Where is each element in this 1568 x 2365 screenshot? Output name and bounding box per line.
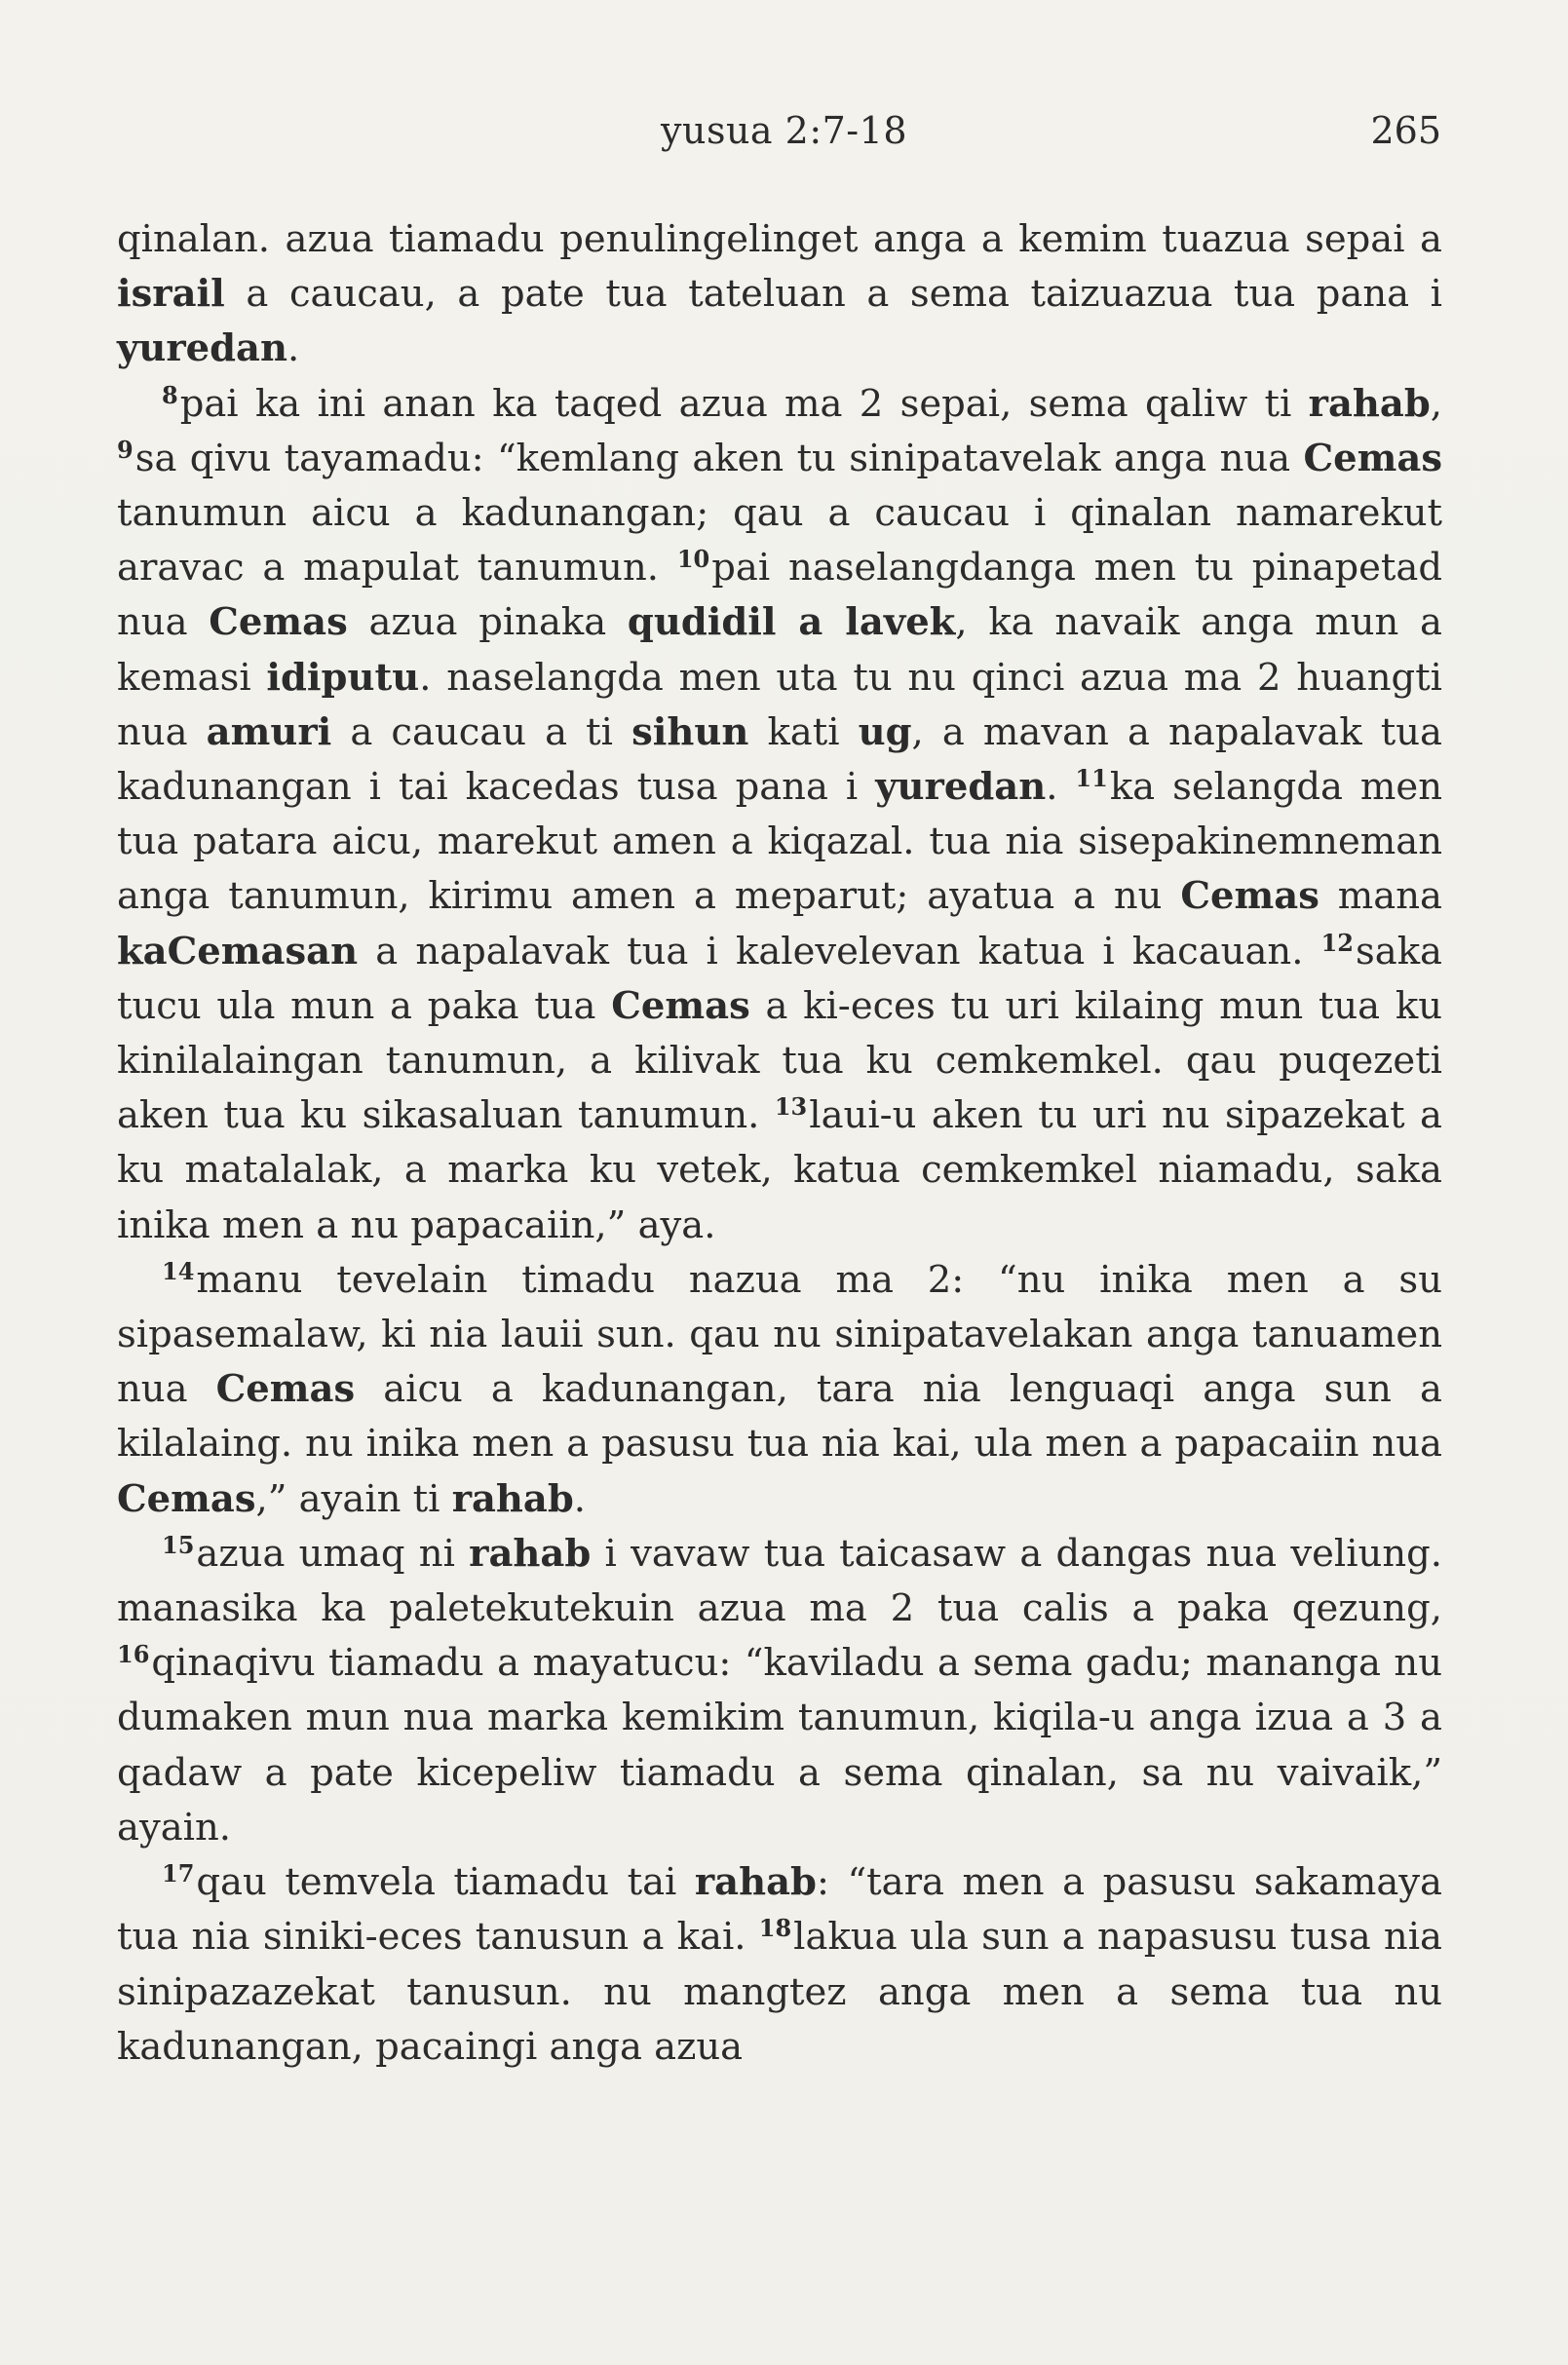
paragraph: [117, 1253, 1442, 1527]
bold-name: Cemas: [117, 1476, 256, 1521]
verse-number: 18: [758, 1914, 792, 1943]
bold-name: Cemas: [1180, 874, 1319, 919]
bold-name: israil: [117, 272, 225, 317]
text-run: tanumun aicu a kadunangan; qau a caucau i qinalan namarekut aravac a mapulat tanumun.: [117, 491, 1442, 591]
bold-name: qudidil a lavek: [627, 600, 956, 645]
text-run: qinaqivu tiamadu a mayatucu: “kaviladu a sema gadu; mananga nu dumaken mun nua marka kemikim tanumun, kiqila-u anga izua a 3 a qadaw a pate kicepeliw tiamadu a sema qinalan, sa nu vaivaik,” ayain.: [117, 1641, 1442, 1850]
bold-name: sihun: [631, 709, 749, 754]
text-run: a napalavak tua i kalevelevan katua i kacauan.: [358, 929, 1321, 973]
text-run: azua pinaka: [347, 600, 628, 645]
text-run: ,” ayain ti: [255, 1476, 452, 1521]
verse-number: 11: [1075, 764, 1108, 793]
page-number: 265: [1370, 109, 1441, 152]
text-run: mana: [1319, 874, 1442, 919]
bold-name: Cemas: [209, 600, 348, 645]
bold-name: Cemas: [215, 1367, 356, 1412]
verse-number: 13: [774, 1092, 808, 1122]
bold-name: ug: [858, 709, 912, 754]
text-run: pai naselangdanga men tu pinapetad nua: [117, 546, 1442, 645]
verse-number: 14: [162, 1256, 195, 1285]
text-run: .: [287, 326, 300, 371]
text-run: manu tevelain timadu nazua ma 2: “nu inika men a su sipasemalaw, ki nia lauii sun. qau nu sinipatavelakan anga tanuamen nua: [117, 1257, 1442, 1412]
bold-name: idiputu: [266, 655, 420, 700]
text-run: a ki-eces tu uri kilaing mun tua ku kinilalaingan tanumun, a kilivak tua ku cemkemkel. qau puqezeti aken tua ku sikasaluan tanumun.: [117, 983, 1442, 1138]
text-run: azua umaq ni: [196, 1531, 470, 1576]
text-run: aicu a kadunangan, tara nia lenguaqi anga sun a kilalaing. nu inika men a pasusu tua nia kai, ula men a papacaiin nua: [117, 1367, 1442, 1467]
paragraph: [117, 1527, 1442, 1855]
verse-number: 15: [162, 1530, 195, 1559]
paragraph: [117, 1855, 1442, 2075]
text-run: , a mavan a napalavak tua kadunangan i tai kacedas tusa pana i: [117, 709, 1442, 810]
text-run: saka tucu ula mun a paka tua: [117, 929, 1442, 1028]
bold-name: Cemas: [1303, 436, 1442, 480]
verse-number: 17: [162, 1859, 195, 1888]
paragraph: [117, 377, 1442, 1253]
text-run: . naselangda men uta tu nu qinci azua ma 2 huangti nua: [117, 655, 1442, 754]
text-run: qinalan. azua tiamadu penulingelinget anga a kemim tuazua sepai a: [117, 217, 1442, 261]
bold-name: amuri: [206, 709, 332, 754]
bold-name: rahab: [694, 1860, 817, 1905]
bold-name: rahab: [451, 1476, 574, 1521]
text-run: .: [1046, 765, 1076, 810]
running-title: yusua 2:7-18: [661, 109, 907, 152]
text-run: kati: [748, 709, 859, 754]
text-run: lakua ula sun a napasusu tusa nia sinipazazekat tanusun. nu mangtez anga men a sema tua nu kadunangan, pacaingi anga azua: [117, 1915, 1442, 2069]
text-run: a caucau, a pate tua tateluan a sema taizuazua tua pana i: [224, 272, 1442, 317]
body-text: [117, 212, 1442, 2075]
text-run: sa qivu tayamadu: “kemlang aken tu sinipatavelak anga nua: [134, 436, 1304, 480]
bold-name: rahab: [1308, 381, 1431, 426]
bold-name: yuredan: [117, 326, 287, 371]
verse-number: 12: [1320, 928, 1354, 957]
verse-number: 10: [676, 545, 710, 574]
bold-name: Cemas: [611, 983, 750, 1028]
bold-name: yuredan: [875, 765, 1047, 810]
text-run: : “tara men a pasusu sakamaya tua nia siniki-eces tanusun a kai.: [117, 1860, 1442, 1960]
text-run: ,: [1430, 381, 1442, 426]
text-run: a caucau a ti: [331, 709, 632, 754]
bold-name: rahab: [469, 1531, 592, 1576]
verse-number: 8: [162, 380, 178, 409]
text-run: , ka navaik anga mun a kemasi: [117, 600, 1442, 700]
bold-name: kaCemasan: [117, 929, 359, 973]
text-run: pai ka ini anan ka taqed azua ma 2 sepai, sema qaliw ti: [179, 381, 1309, 426]
text-run: qau temvela tiamadu tai: [196, 1860, 695, 1905]
text-run: ka selangda men tua patara aicu, marekut amen a kiqazal. tua nia sisepakinemneman anga tanumun, kirimu amen a meparut; ayatua a nu: [117, 765, 1442, 919]
text-run: .: [573, 1476, 587, 1521]
text-run: i vavaw tua taicasaw a dangas nua veliung. manasika ka paletekutekuin azua ma 2 tua calis a paka qezung,: [117, 1531, 1442, 1631]
running-head: [0, 109, 1568, 168]
verse-number: 16: [117, 1640, 150, 1669]
paragraph: [117, 212, 1442, 377]
text-run: laui-u aken tu uri nu sipazekat a ku matalalak, a marka ku vetek, katua cemkemkel niamadu, saka inika men a nu papacaiin,” aya.: [117, 1093, 1442, 1247]
verse-number: 9: [117, 435, 134, 464]
